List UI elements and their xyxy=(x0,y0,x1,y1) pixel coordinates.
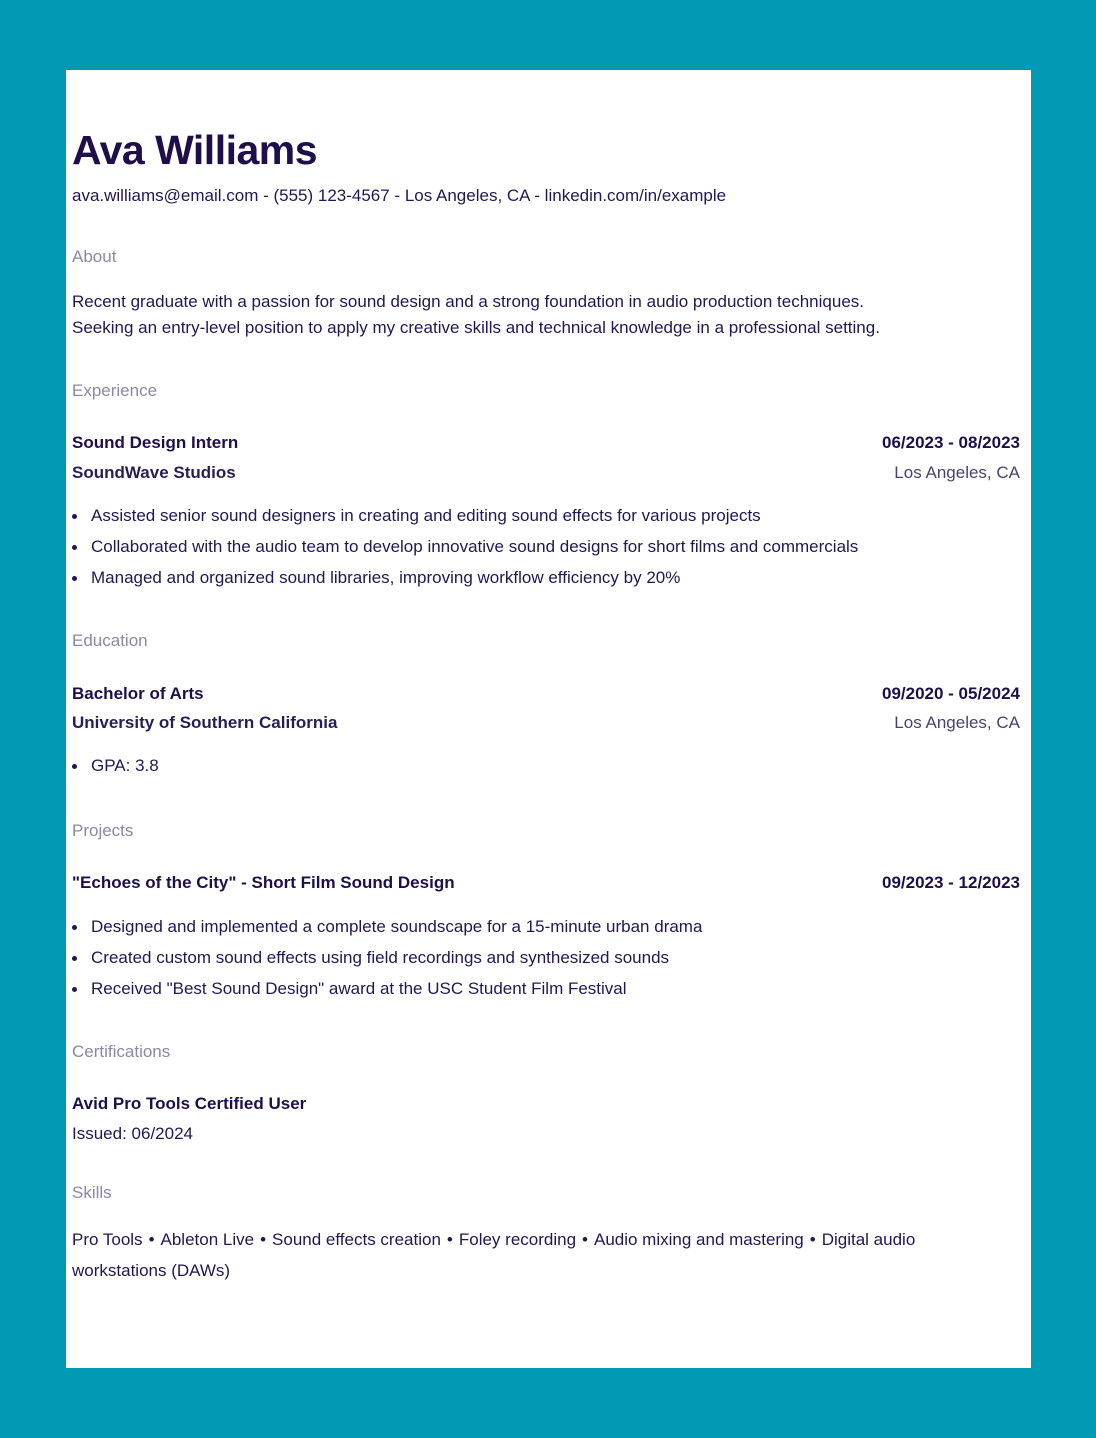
education-bullet-item-text: GPA: 3.8 xyxy=(91,756,159,775)
experience-bullet-item-text: Assisted senior sound designers in creating and editing sound effects for various projects xyxy=(91,506,761,525)
skill-separator: • xyxy=(582,1230,588,1249)
experience-bullet-item-text: Managed and organized sound libraries, improving workflow efficiency by 20% xyxy=(91,568,681,587)
experience-role: Sound Design Intern xyxy=(72,433,239,452)
project-bullet-item xyxy=(72,915,702,946)
experience-company: SoundWave Studios xyxy=(72,463,236,482)
education-school-row xyxy=(72,711,1020,735)
bullet-dot-icon xyxy=(72,987,77,992)
project-bullet-item-text: Designed and implemented a complete soundscape for a 15-minute urban drama xyxy=(91,917,703,936)
experience-bullet-item xyxy=(72,535,858,566)
skills-list xyxy=(72,1224,1002,1286)
section-title-skills: Skills xyxy=(72,1183,112,1202)
skill-item: Foley recording xyxy=(458,1230,577,1249)
skill-item: Sound effects creation xyxy=(272,1230,441,1249)
project-header-row xyxy=(72,871,1020,895)
skill-separator: • xyxy=(148,1230,155,1249)
experience-company-row xyxy=(72,461,1020,485)
project-bullet-item-text: Created custom sound effects using field recordings and synthesized sounds xyxy=(91,948,670,967)
skill-separator: • xyxy=(260,1230,267,1249)
skill-separator: • xyxy=(446,1230,453,1249)
section-title-certifications: Certifications xyxy=(72,1042,171,1061)
education-bullets xyxy=(72,754,159,785)
skill-separator: • xyxy=(809,1230,816,1249)
experience-bullet-item xyxy=(72,504,858,535)
education-location: Los Angeles, CA xyxy=(894,713,1020,732)
certification-issued-row xyxy=(72,1122,1020,1146)
bullet-dot-icon xyxy=(72,925,77,930)
about-text-line-1: Recent graduate with a passion for sound design and a strong foundation in audio production techniques. xyxy=(72,292,864,311)
skill-item: Audio mixing and mastering xyxy=(593,1230,804,1249)
project-name: "Echoes of the City" - Short Film Sound Design xyxy=(72,873,455,892)
contact-line: ava.williams@email.com - (555) 123-4567 - Los Angeles, CA - linkedin.com/in/example xyxy=(72,186,727,205)
education-header-row xyxy=(72,682,1020,706)
experience-location: Los Angeles, CA xyxy=(894,463,1020,482)
about-text xyxy=(72,289,1012,341)
project-bullet-item xyxy=(72,946,702,977)
section-title-education: Education xyxy=(72,631,148,650)
bullet-dot-icon xyxy=(72,764,77,769)
project-bullet-item xyxy=(72,977,702,1008)
certification-name-row xyxy=(72,1092,1020,1116)
project-dates: 09/2023 - 12/2023 xyxy=(881,873,1020,892)
bullet-dot-icon xyxy=(72,956,77,961)
section-title-about: About xyxy=(72,247,117,266)
project-bullets xyxy=(72,915,702,1008)
education-bullet-item xyxy=(72,754,159,785)
bullet-dot-icon xyxy=(72,576,77,581)
bullet-dot-icon xyxy=(72,545,77,550)
candidate-name: Ava Williams xyxy=(72,127,318,173)
education-degree: Bachelor of Arts xyxy=(72,684,204,703)
section-title-experience: Experience xyxy=(72,381,158,400)
experience-header-row xyxy=(72,431,1020,455)
experience-dates: 06/2023 - 08/2023 xyxy=(881,433,1020,452)
bullet-dot-icon xyxy=(72,514,77,519)
education-school: University of Southern California xyxy=(72,713,338,732)
skill-item: Digital audio workstations (DAWs) xyxy=(72,1230,916,1280)
certification-issued: Issued: 06/2024 xyxy=(72,1124,193,1143)
experience-bullets xyxy=(72,504,858,597)
skill-item: Pro Tools xyxy=(72,1230,143,1249)
experience-bullet-item xyxy=(72,566,858,597)
project-bullet-item-text: Received "Best Sound Design" award at the USC Student Film Festival xyxy=(91,979,627,998)
about-text-line-2: Seeking an entry-level position to apply my creative skills and technical knowledge in a professional setting. xyxy=(72,318,880,337)
education-dates: 09/2020 - 05/2024 xyxy=(881,684,1020,703)
resume-page xyxy=(66,70,1031,1368)
experience-bullet-item-text: Collaborated with the audio team to develop innovative sound designs for short films and commercials xyxy=(91,537,859,556)
certification-name: Avid Pro Tools Certified User xyxy=(72,1094,307,1113)
skill-item: Ableton Live xyxy=(160,1230,255,1249)
section-title-projects: Projects xyxy=(72,821,134,840)
